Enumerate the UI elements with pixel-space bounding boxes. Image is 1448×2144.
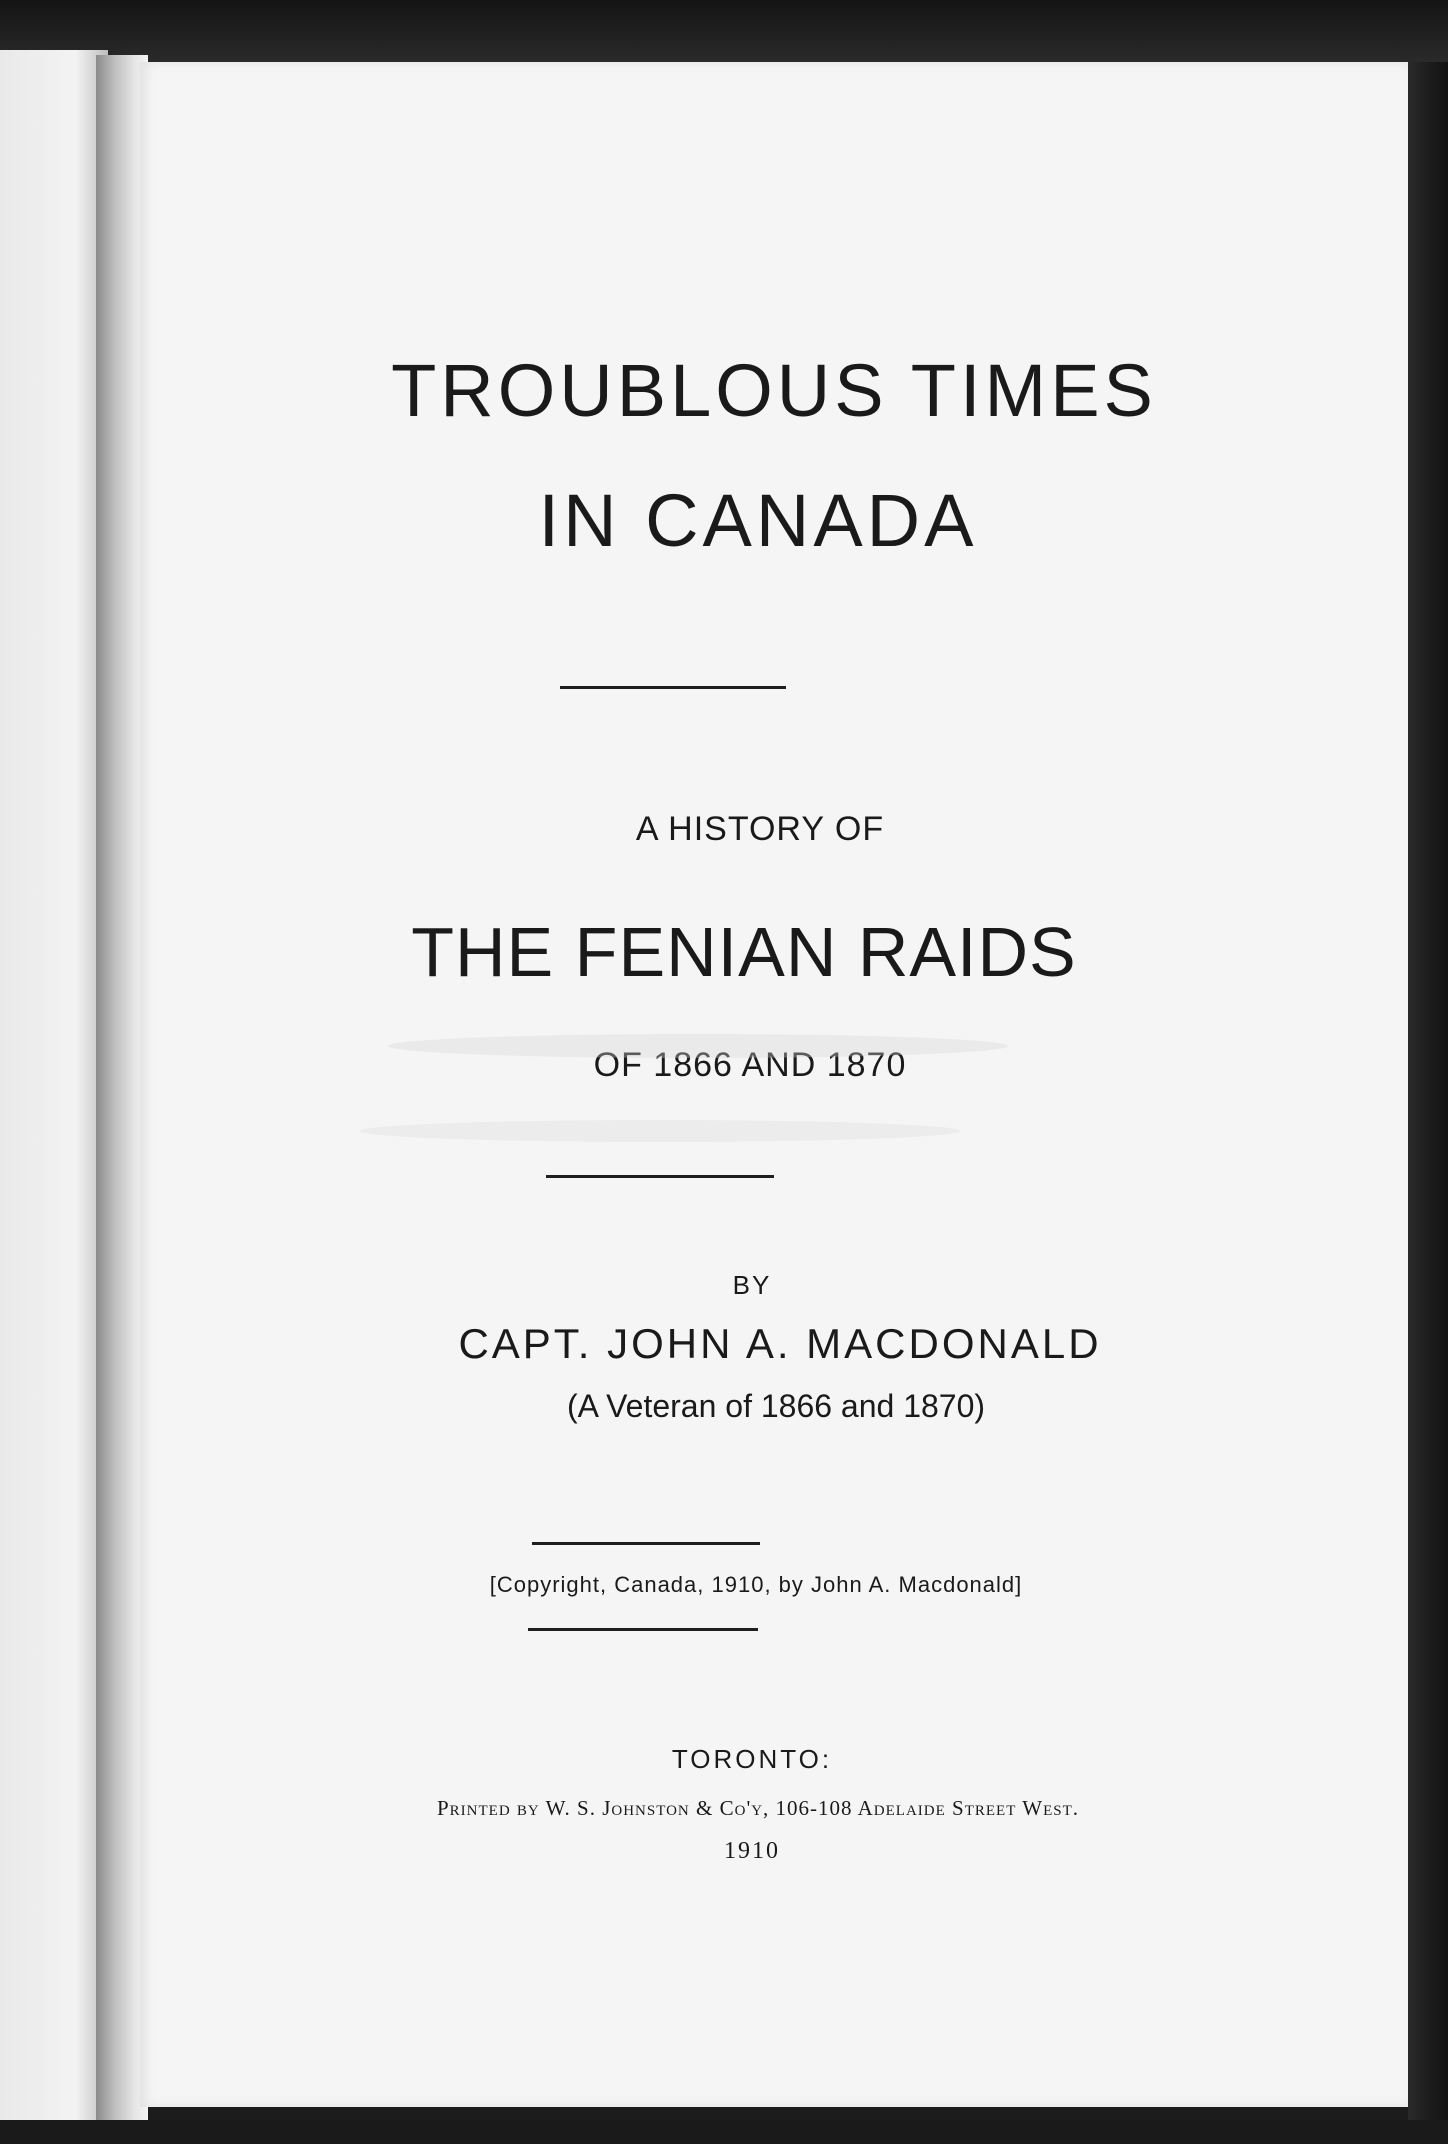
facing-page-edge	[0, 50, 108, 2120]
scan-border-bottom	[0, 2120, 1448, 2144]
author-by: BY	[732, 1270, 772, 1300]
divider-rule-4	[528, 1628, 758, 1631]
divider-rule-2	[546, 1175, 774, 1178]
subtitle-years: OF 1866 AND 1870	[593, 1046, 907, 1084]
bleed-through-mark	[388, 1034, 1008, 1058]
author-name: CAPT. JOHN A. MACDONALD	[458, 1320, 1102, 1367]
book-title-line-2: IN CANADA	[538, 479, 978, 562]
imprint-printer: Printed by W. S. Johnston & Co'y, 106-108 Adelaide Street West.	[437, 1796, 1079, 1820]
divider-rule-3	[532, 1542, 760, 1545]
subtitle-main: THE FENIAN RAIDS	[411, 913, 1077, 991]
imprint-year: 1910	[724, 1838, 780, 1864]
book-title-line-1: TROUBLOUS TIMES	[391, 349, 1157, 432]
imprint-city: TORONTO:	[671, 1744, 833, 1774]
subtitle-intro: A HISTORY OF	[635, 810, 885, 848]
author-note: (A Veteran of 1866 and 1870)	[566, 1388, 986, 1424]
scan-border-right	[1408, 62, 1448, 2144]
bleed-through-mark	[360, 1120, 960, 1142]
copyright-notice: [Copyright, Canada, 1910, by John A. Macdonald]	[489, 1572, 1023, 1597]
scan-border-top	[0, 0, 1448, 62]
divider-rule-1	[560, 686, 786, 689]
